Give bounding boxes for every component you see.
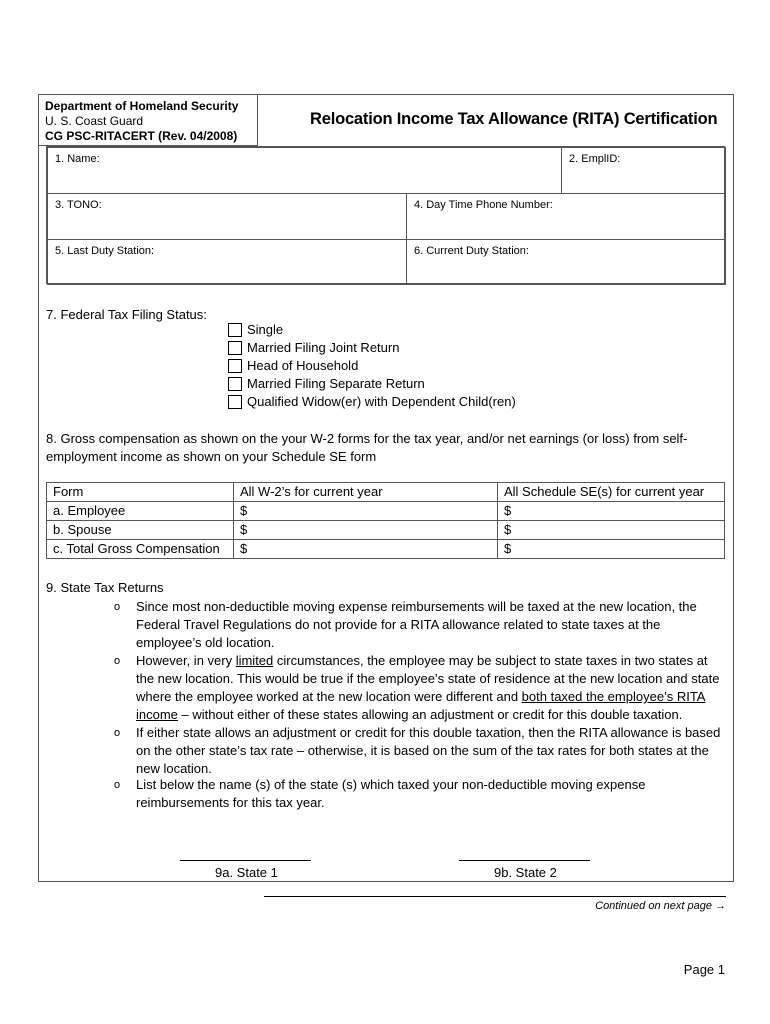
current-duty-station-field[interactable]: [406, 239, 726, 285]
single-option-label: Single: [247, 322, 284, 337]
tono-label: 3. TONO:: [55, 199, 102, 211]
row-label: c. Total Gross Compensation: [47, 540, 234, 559]
continued-note: Continued on next page →: [595, 900, 726, 912]
total-se-amount[interactable]: $: [498, 540, 725, 559]
bullet-icon: o: [114, 601, 121, 613]
agency-name: Department of Homeland Security: [45, 99, 239, 113]
state-bullet-1: Since most non-deductible moving expense reimbursements will be taxed at the new location, the Federal Travel Regulations do not provide for a RITA allowance related to state taxes at the employee’s old location.: [136, 599, 697, 650]
phone-label: 4. Day Time Phone Number:: [414, 199, 553, 211]
filing-status-label: 7. Federal Tax Filing Status:: [46, 307, 207, 322]
spouse-se-amount[interactable]: $: [498, 521, 725, 540]
emplid-label: 2. EmplID:: [569, 153, 621, 165]
single-checkbox[interactable]: [228, 323, 242, 337]
total-w2-amount[interactable]: $: [234, 540, 498, 559]
table-row: [47, 521, 725, 540]
bullet-icon: o: [114, 727, 121, 739]
bullet-icon: o: [114, 655, 121, 667]
head-of-household-option-label: Head of Household: [247, 358, 359, 373]
state-1-input-line[interactable]: [180, 860, 311, 861]
agency-block: [38, 94, 258, 146]
bullet-2-text-c: – without either of these states allowing an adjustment or credit for this double taxation.: [177, 707, 683, 722]
table-row: [47, 540, 725, 559]
bullet-2-text-a: However, in very: [136, 653, 236, 668]
row-label: b. Spouse: [47, 521, 234, 540]
bullet-2-text-b: circumstances, the employee may be subject to state taxes in two states at the new location. This would be true if the employee’s state of residence at the new location and state where the employee worked at the new location were different and: [136, 653, 720, 704]
qualified-widow-checkbox[interactable]: [228, 395, 242, 409]
form-id: CG PSC-RITACERT (Rev. 04/2008): [45, 129, 238, 143]
married-separate-checkbox[interactable]: [228, 377, 242, 391]
column-header: Form: [47, 483, 234, 502]
employee-se-amount[interactable]: $: [498, 502, 725, 521]
married-separate-option-label: Married Filing Separate Return: [247, 376, 425, 391]
qualified-widow-option-label: Qualified Widow(er) with Dependent Child(ren): [247, 394, 516, 409]
gross-compensation-intro: 8. Gross compensation as shown on the your W-2 forms for the tax year, and/or net earnings (or loss) from self-employment income as shown on your Schedule SE form: [46, 431, 688, 464]
tono-field[interactable]: [47, 193, 407, 240]
spouse-w2-amount[interactable]: $: [234, 521, 498, 540]
page-title: Relocation Income Tax Allowance (RITA) Certification: [310, 110, 718, 128]
employee-w2-amount[interactable]: $: [234, 502, 498, 521]
bullet-2-emphasis-both: both taxed the employee’s RITA income: [136, 689, 706, 722]
state-1-label: 9a. State 1: [215, 865, 278, 880]
table-row: [47, 502, 725, 521]
gross-compensation-table: [46, 482, 725, 559]
name-label: 1. Name:: [55, 153, 100, 165]
emplid-field[interactable]: [561, 147, 726, 194]
state-tax-label: 9. State Tax Returns: [46, 580, 164, 595]
table-header-row: [47, 483, 725, 502]
state-bullet-3: If either state allows an adjustment or credit for this double taxation, then the RITA allowance is based on the other state’s tax rate – otherwise, it is based on the sum of the tax rates for both states at the new location.: [136, 725, 721, 776]
component-name: U. S. Coast Guard: [45, 114, 144, 128]
state-2-input-line[interactable]: [459, 860, 590, 861]
personal-info-grid: [46, 146, 725, 284]
column-header: All W-2’s for current year: [234, 483, 498, 502]
current-duty-station-label: 6. Current Duty Station:: [414, 245, 529, 257]
last-duty-station-field[interactable]: [47, 239, 407, 285]
column-header: All Schedule SE(s) for current year: [498, 483, 725, 502]
state-bullet-2: [136, 652, 726, 724]
phone-field[interactable]: [406, 193, 726, 240]
married-joint-option-label: Married Filing Joint Return: [247, 340, 400, 355]
bullet-2-emphasis-limited: limited: [235, 653, 274, 668]
state-2-label: 9b. State 2: [494, 865, 557, 880]
row-label: a. Employee: [47, 502, 234, 521]
footer-divider: [264, 896, 726, 897]
married-joint-checkbox[interactable]: [228, 341, 242, 355]
head-of-household-checkbox[interactable]: [228, 359, 242, 373]
name-field[interactable]: [47, 147, 562, 194]
last-duty-station-label: 5. Last Duty Station:: [55, 245, 155, 257]
page-number: Page 1: [683, 962, 725, 977]
bullet-icon: o: [114, 779, 121, 791]
state-bullet-4: List below the name (s) of the state (s) which taxed your non-deductible moving expense reimbursements for this tax year.: [136, 777, 646, 810]
